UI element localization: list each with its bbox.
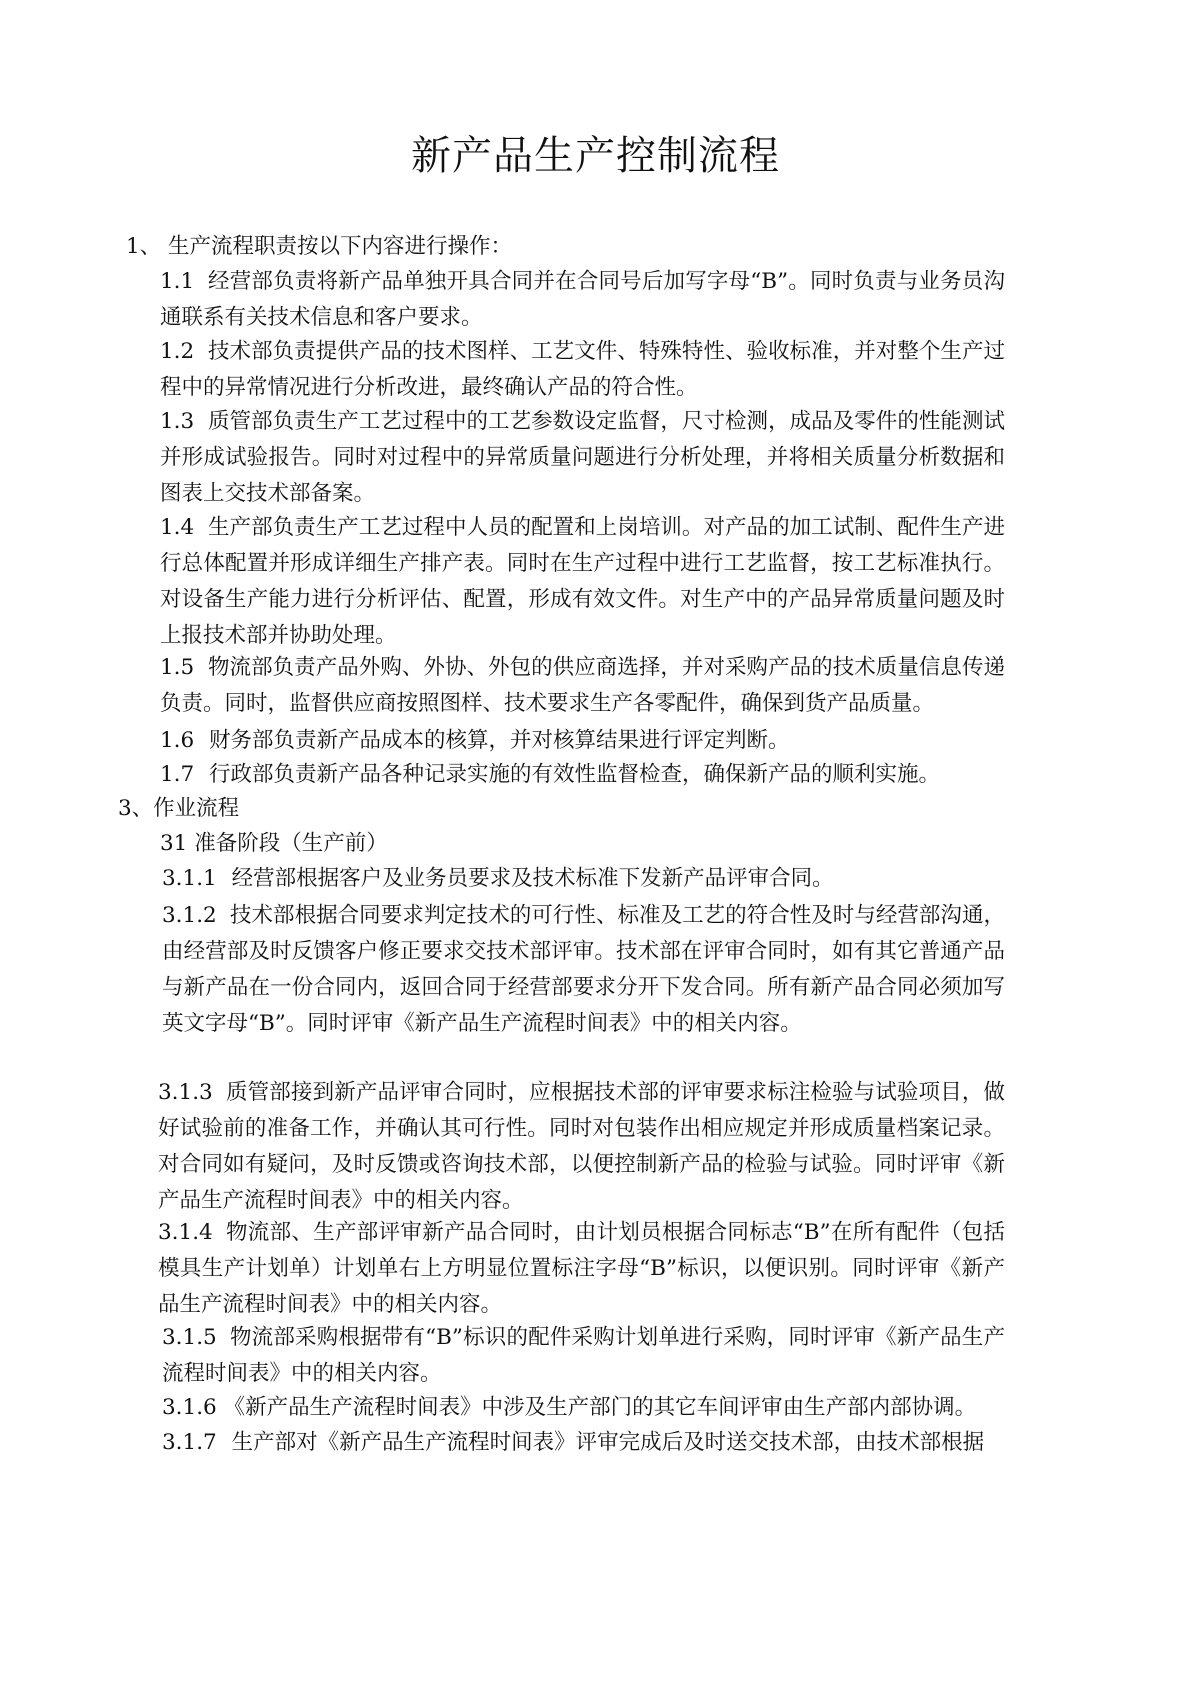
item-number: 1.6 bbox=[160, 728, 195, 753]
item-text: 行政部负责新产品各种记录实施的有效性监督检查，确保新产品的顺利实施。 bbox=[209, 762, 941, 787]
list-item bbox=[162, 1393, 976, 1423]
item-text: 技术部负责提供产品的技术图样、工艺文件、特殊特性、验收标准，并对整个生产过程中的异常情况进行分析改进，最终确认产品的符合性。 bbox=[160, 339, 1005, 400]
list-item bbox=[160, 650, 1005, 722]
item-text: 质管部接到新产品评审合同时，应根据技术部的评审要求标注检验与试验项目，做好试验前的准备工作，并确认其可行性。同时对包装作出相应规定并形成质量档案记录。对合同如有疑问，及时反馈或咨询技术部，以便控制新产品的检验与试验。同时评审《新产品生产流程时间表》中的相关内容。 bbox=[158, 1080, 1005, 1213]
item-number: 1.7 bbox=[160, 762, 195, 787]
item-text: 经营部根据客户及业务员要求及技术标准下发新产品评审合同。 bbox=[231, 866, 834, 891]
item-number: 3.1.6 bbox=[162, 1395, 217, 1420]
list-item bbox=[162, 1428, 984, 1458]
list-item bbox=[162, 898, 1005, 1042]
item-number: 3.1.3 bbox=[158, 1080, 213, 1105]
list-item bbox=[160, 726, 790, 756]
list-item bbox=[158, 1075, 1005, 1219]
list-item bbox=[162, 1320, 1005, 1392]
section-heading: 1、 生产流程职责按以下内容进行操作： bbox=[126, 234, 513, 259]
document-title: 新产品生产控制流程 bbox=[411, 133, 780, 179]
item-text: 财务部负责新产品成本的核算，并对核算结果进行评定判断。 bbox=[209, 728, 790, 753]
item-number: 3.1.2 bbox=[162, 903, 217, 928]
list-item bbox=[160, 264, 1005, 336]
list-item bbox=[162, 864, 834, 894]
item-text: 生产部负责生产工艺过程中人员的配置和上岗培训。对产品的加工试制、配件生产进行总体配置并形成详细生产排产表。同时在生产过程中进行工艺监督，按工艺标准执行。对设备生产能力进行分析评估、配置，形成有效文件。对生产中的产品异常质量问题及时上报技术部并协助处理。 bbox=[160, 515, 1005, 648]
item-number: 1.3 bbox=[160, 409, 195, 434]
item-number: 3.1.7 bbox=[162, 1430, 217, 1455]
item-text: 生产部对《新产品生产流程时间表》评审完成后及时送交技术部，由技术部根据 bbox=[231, 1430, 985, 1455]
item-text: 质管部负责生产工艺过程中的工艺参数设定监督，尺寸检测，成品及零件的性能测试并形成试验报告。同时对过程中的异常质量问题进行分析处理，并将相关质量分析数据和图表上交技术部备案。 bbox=[160, 409, 1005, 506]
item-text: 物流部、生产部评审新产品合同时，由计划员根据合同标志“B”在所有配件（包括模具生产计划单）计划单右上方明显位置标注字母“B”标识，以便识别。同时评审《新产品生产流程时间表》中的相关内容。 bbox=[158, 1220, 1005, 1317]
item-text: 技术部根据合同要求判定技术的可行性、标准及工艺的符合性及时与经营部沟通，由经营部及时反馈客户修正要求交技术部评审。技术部在评审合同时，如有其它普通产品与新产品在一份合同内，返回合同于经营部要求分开下发合同。所有新产品合同必须加写英文字母“B”。同时评审《新产品生产流程时间表》中的相关内容。 bbox=[162, 903, 1005, 1036]
item-number: 3.1.5 bbox=[162, 1325, 217, 1350]
item-number: 1.1 bbox=[160, 269, 195, 294]
list-item bbox=[160, 760, 940, 790]
section-heading: 3、作业流程 bbox=[118, 796, 240, 821]
item-number: 1.5 bbox=[160, 655, 195, 680]
subsection-heading: 31 准备阶段（生产前） bbox=[160, 831, 388, 856]
list-item bbox=[160, 510, 1005, 654]
list-item bbox=[158, 1215, 1005, 1323]
item-number: 1.2 bbox=[160, 339, 195, 364]
item-number: 3.1.4 bbox=[158, 1220, 213, 1245]
item-text: 经营部负责将新产品单独开具合同并在合同号后加写字母“B”。同时负责与业务员沟通联系有关技术信息和客户要求。 bbox=[160, 269, 1005, 330]
list-item bbox=[160, 334, 1005, 406]
item-number: 1.4 bbox=[160, 515, 195, 540]
item-text: 物流部负责产品外购、外协、外包的供应商选择，并对采购产品的技术质量信息传递负责。同时，监督供应商按照图样、技术要求生产各零配件，确保到货产品质量。 bbox=[160, 655, 1005, 716]
list-item bbox=[160, 404, 1005, 512]
item-text: 《新产品生产流程时间表》中涉及生产部门的其它车间评审由生产部内部协调。 bbox=[223, 1395, 977, 1420]
item-number: 3.1.1 bbox=[162, 866, 217, 891]
item-text: 物流部采购根据带有“B”标识的配件采购计划单进行采购，同时评审《新产品生产流程时间表》中的相关内容。 bbox=[162, 1325, 1005, 1386]
